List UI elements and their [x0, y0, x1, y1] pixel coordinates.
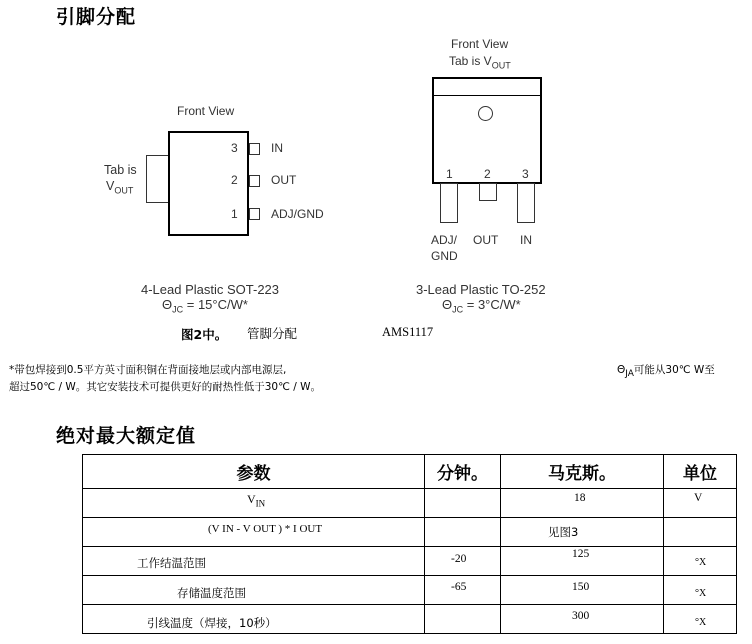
- unit-cell: [664, 518, 737, 547]
- to252-pin3-label: IN: [520, 233, 532, 247]
- max-cell: [501, 547, 664, 576]
- to252-caption: 3-Lead Plastic TO-252: [416, 282, 546, 297]
- max-value: 300: [572, 610, 590, 622]
- sot223-pin2-number: 2: [231, 173, 238, 187]
- figure-caption-text: 管脚分配: [247, 326, 298, 341]
- min-cell: [425, 605, 501, 634]
- max-value: 125: [572, 548, 590, 560]
- to252-pin2-number: 2: [484, 167, 491, 181]
- table-row: [83, 576, 737, 605]
- to252-pin3-number: 3: [522, 167, 529, 181]
- table-row: [83, 518, 737, 547]
- min-value: -20: [451, 553, 467, 565]
- sot223-pin3-lead: [249, 143, 260, 155]
- header-max: 马克斯。: [501, 455, 664, 489]
- max-cell: [501, 576, 664, 605]
- sot223-pin3-label: IN: [271, 141, 283, 155]
- sot223-pin1-label: ADJ/GND: [271, 207, 324, 221]
- param-cell: [83, 605, 425, 634]
- unit-cell: [664, 489, 737, 518]
- sot223-caption: 4-Lead Plastic SOT-223: [141, 282, 280, 297]
- sot223-pin1-number: 1: [231, 207, 238, 221]
- min-cell: [425, 547, 501, 576]
- min-value: -65: [451, 581, 467, 593]
- figure-caption-part: AMS1117: [382, 325, 434, 339]
- header-unit: 单位: [664, 455, 737, 489]
- param-vin: $V_{IN}$: [247, 492, 266, 509]
- max-value: 见图3: [548, 525, 579, 539]
- sot223-pin3-number: 3: [231, 141, 238, 155]
- min-cell: [425, 576, 501, 605]
- table-header-row: [83, 455, 737, 489]
- param-cell: [83, 547, 425, 576]
- max-value: 150: [572, 581, 590, 593]
- unit-cell: [664, 605, 737, 634]
- to252-tab-divider: [434, 95, 540, 96]
- sot223-tab-line1: Tab is: [104, 163, 137, 177]
- min-cell: [425, 489, 501, 518]
- sot223-pin2-label: OUT: [271, 173, 297, 187]
- section-title-pin-assignment: 引脚分配: [56, 6, 137, 28]
- footnote-line2: 超过50℃ / W。其它安装技术可提供更好的耐热性低于30℃ / W。: [9, 381, 321, 393]
- footnote-line1: *带包焊接到0.5平方英寸面积铜在背面接地层或内部电源层,: [9, 364, 287, 376]
- param-cell: [83, 518, 425, 547]
- unit-value: °X: [695, 617, 707, 628]
- param-power: (V IN - V OUT ) * I OUT: [208, 523, 323, 535]
- to252-pin1-label-line1: ADJ/: [431, 233, 458, 247]
- min-cell: [425, 518, 501, 547]
- table-row: [83, 489, 737, 518]
- to252-tab-label: Tab is $V_{OUT}$: [449, 54, 511, 71]
- sot223-tab: [146, 155, 170, 203]
- to252-pin1-lead: [440, 183, 458, 223]
- table-row: [83, 547, 737, 576]
- header-min: 分钟。: [425, 455, 501, 489]
- sot223-pin2-lead: [249, 175, 260, 187]
- unit-value: V: [694, 492, 703, 504]
- unit-cell: [664, 576, 737, 605]
- to252-theta: $\Theta_{JC} = 3^\circ C/W*$: [442, 297, 521, 315]
- footnote-line1-right: $\Theta_{JA}$可能从30℃ W至: [617, 364, 715, 380]
- to252-pin1-number: 1: [446, 167, 453, 181]
- header-parameter: 参数: [83, 455, 425, 489]
- max-cell: [501, 489, 664, 518]
- figure-caption-label: 图2中。: [181, 327, 228, 342]
- absolute-max-ratings-table: [82, 454, 737, 634]
- max-cell: [501, 518, 664, 547]
- param-label: 存储温度范围: [177, 586, 246, 600]
- param-label: 引线温度（焊接，10秒）: [147, 616, 277, 630]
- unit-value: °X: [695, 588, 707, 599]
- table-row: [83, 605, 737, 634]
- section-title-absolute-max-ratings: 绝对最大额定值: [56, 425, 197, 447]
- param-cell: [83, 489, 425, 518]
- sot223-theta: $\Theta_{JC} = 15^\circ C/W*$: [162, 297, 248, 315]
- to252-pin1-label-line2: GND: [431, 249, 458, 263]
- to252-pin2-lead: [479, 183, 497, 201]
- to252-pin2-label: OUT: [473, 233, 499, 247]
- sot223-pin1-lead: [249, 208, 260, 220]
- max-value: 18: [574, 492, 586, 504]
- to252-mounting-hole: [478, 106, 493, 121]
- param-cell: [83, 576, 425, 605]
- param-label: 工作结温范围: [137, 556, 206, 570]
- max-cell: [501, 605, 664, 634]
- sot223-front-view-label: Front View: [177, 104, 235, 118]
- to252-pin3-lead: [517, 183, 535, 223]
- sot223-tab-line2: $V_{OUT}$: [106, 179, 134, 196]
- to252-front-view-label: Front View: [451, 37, 509, 51]
- unit-cell: [664, 547, 737, 576]
- unit-value: °X: [695, 557, 707, 568]
